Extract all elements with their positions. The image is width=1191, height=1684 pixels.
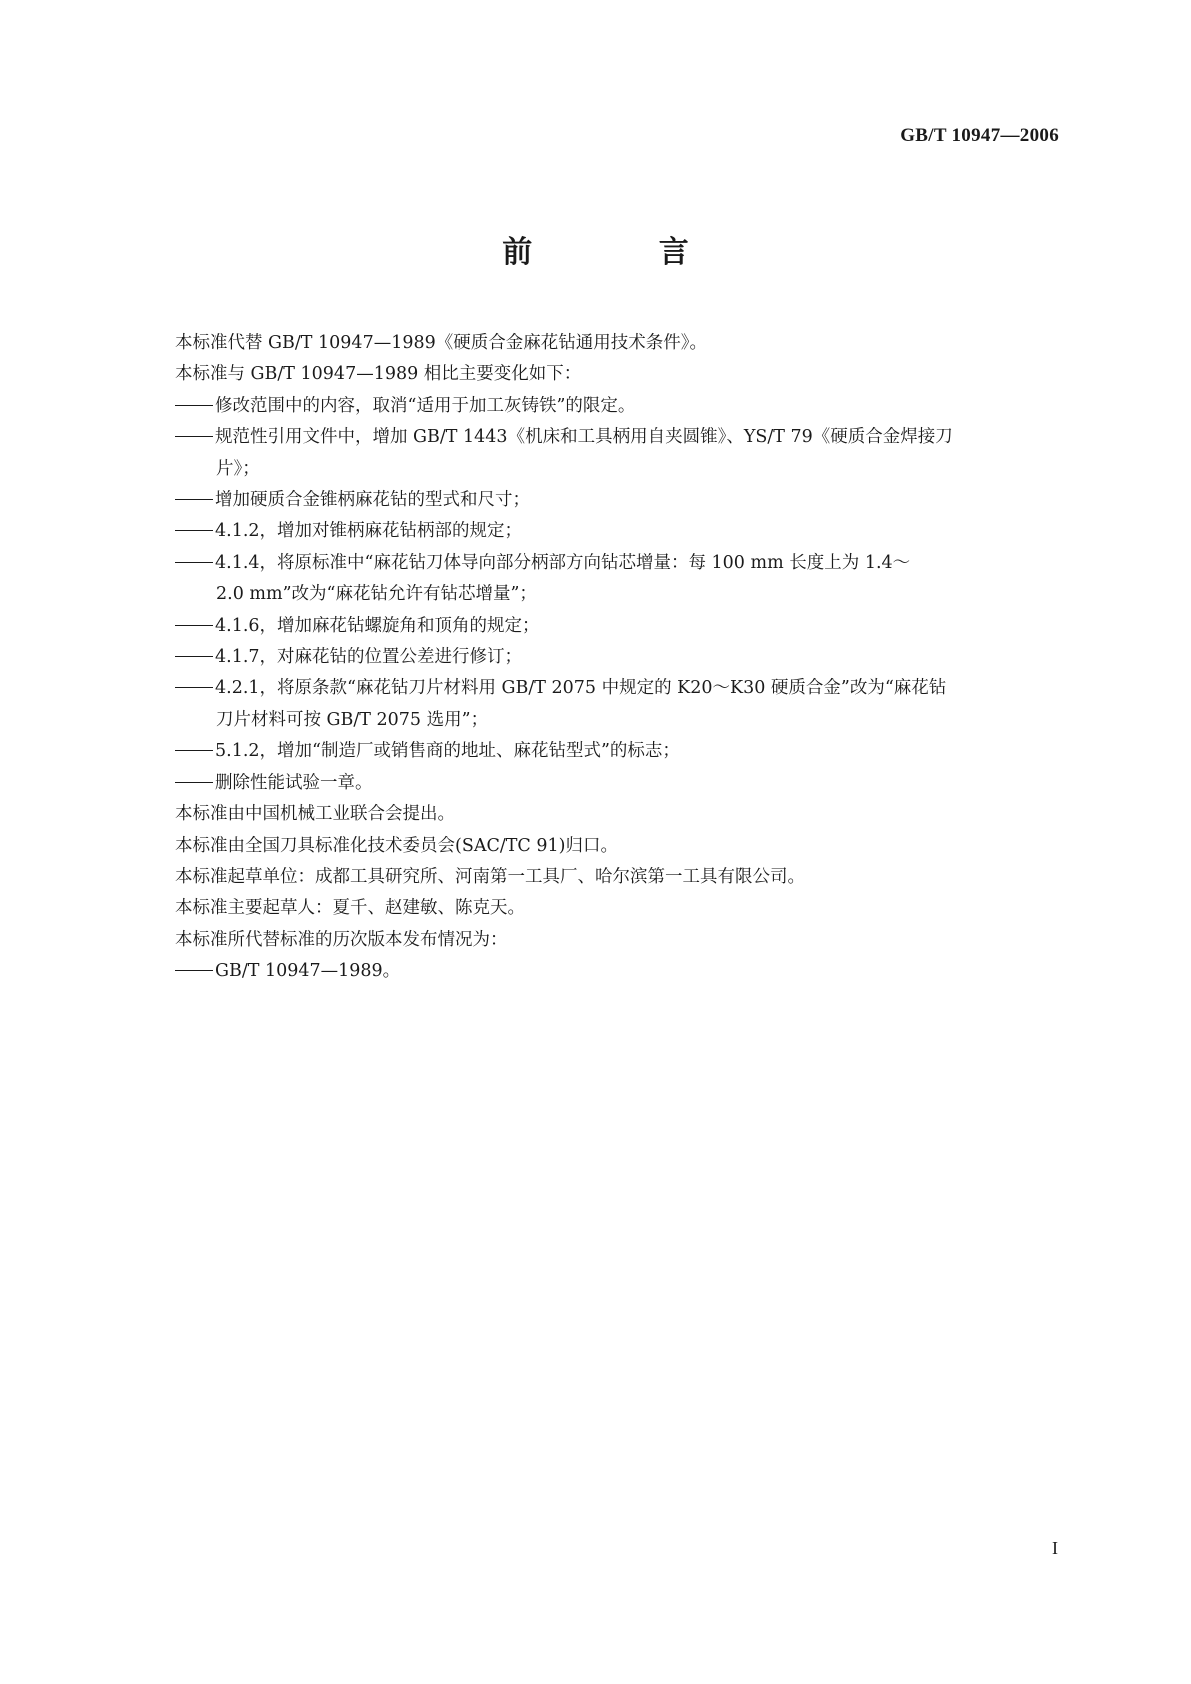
dash-bullet: [175, 782, 213, 783]
list-item-text: 4.1.6，增加麻花钻螺旋角和顶角的规定；: [215, 615, 540, 636]
list-item-text: 4.1.7，对麻花钻的位置公差进行修订；: [215, 647, 523, 668]
list-item-continuation: 2.0 mm”改为“麻花钻允许有钻芯增量”；: [216, 584, 537, 605]
page-number: I: [1052, 1538, 1058, 1558]
list-item-continuation: 片》；: [216, 458, 260, 479]
foreword-body: [175, 328, 1065, 988]
dash-bullet: [175, 530, 213, 531]
paragraph: 本标准与 GB/T 10947—1989 相比主要变化如下：: [175, 364, 582, 385]
list-item: [175, 611, 1065, 642]
page-title: 前 言: [502, 235, 747, 270]
dash-bullet: [175, 625, 213, 626]
list-item: [175, 768, 1065, 799]
list-item-text: 删除性能试验一章。: [215, 772, 373, 793]
paragraph: 本标准起草单位：成都工具研究所、河南第一工具厂、哈尔滨第一工具有限公司。: [175, 866, 805, 887]
list-item: [175, 548, 1065, 579]
list-item-text: 4.2.1，将原条款“麻花钻刀片材料用 GB/T 2075 中规定的 K20～K30 硬质合金”改为“麻花钻: [215, 678, 947, 699]
dash-bullet: [175, 499, 213, 500]
paragraph: 本标准由全国刀具标准化技术委员会(SAC/TC 91)归口。: [175, 835, 618, 856]
list-item: [175, 736, 1065, 767]
dash-bullet: [175, 405, 213, 406]
paragraph: 本标准所代替标准的历次版本发布情况为：: [175, 929, 508, 950]
list-item: [175, 422, 1065, 453]
dash-bullet: [175, 436, 213, 437]
list-item-text: 4.1.4，将原标准中“麻花钻刀体导向部分柄部方向钻芯增量：每 100 mm 长度上为 1.4～: [215, 552, 911, 573]
list-item-text: 修改范围中的内容，取消“适用于加工灰铸铁”的限定。: [215, 395, 636, 416]
dash-bullet: [175, 970, 213, 971]
list-item-text: 增加硬质合金锥柄麻花钻的型式和尺寸；: [215, 490, 530, 511]
list-item: [175, 642, 1065, 673]
list-item: [175, 516, 1065, 547]
standard-code: GB/T 10947—2006: [900, 125, 1059, 146]
dash-bullet: [175, 750, 213, 751]
list-item-text: 规范性引用文件中，增加 GB/T 1443《机床和工具柄用自夹圆锥》、YS/T 79《硬质合金焊接刀: [215, 427, 953, 448]
list-item: [175, 956, 1065, 987]
dash-bullet: [175, 562, 213, 563]
dash-bullet: [175, 687, 213, 688]
list-item-continuation: 刀片材料可按 GB/T 2075 选用”；: [216, 709, 489, 730]
dash-bullet: [175, 656, 213, 657]
list-item: [175, 391, 1065, 422]
list-item: [175, 673, 1065, 704]
paragraph: 本标准代替 GB/T 10947—1989《硬质合金麻花钻通用技术条件》。: [175, 333, 707, 353]
list-item: [175, 485, 1065, 516]
list-item-text: GB/T 10947—1989。: [215, 961, 401, 982]
list-item-text: 4.1.2，增加对锥柄麻花钻柄部的规定；: [215, 521, 523, 542]
paragraph: 本标准主要起草人：夏千、赵建敏、陈克天。: [175, 898, 525, 919]
list-item-text: 5.1.2，增加“制造厂或销售商的地址、麻花钻型式”的标志；: [215, 741, 680, 762]
paragraph: 本标准由中国机械工业联合会提出。: [175, 804, 455, 825]
